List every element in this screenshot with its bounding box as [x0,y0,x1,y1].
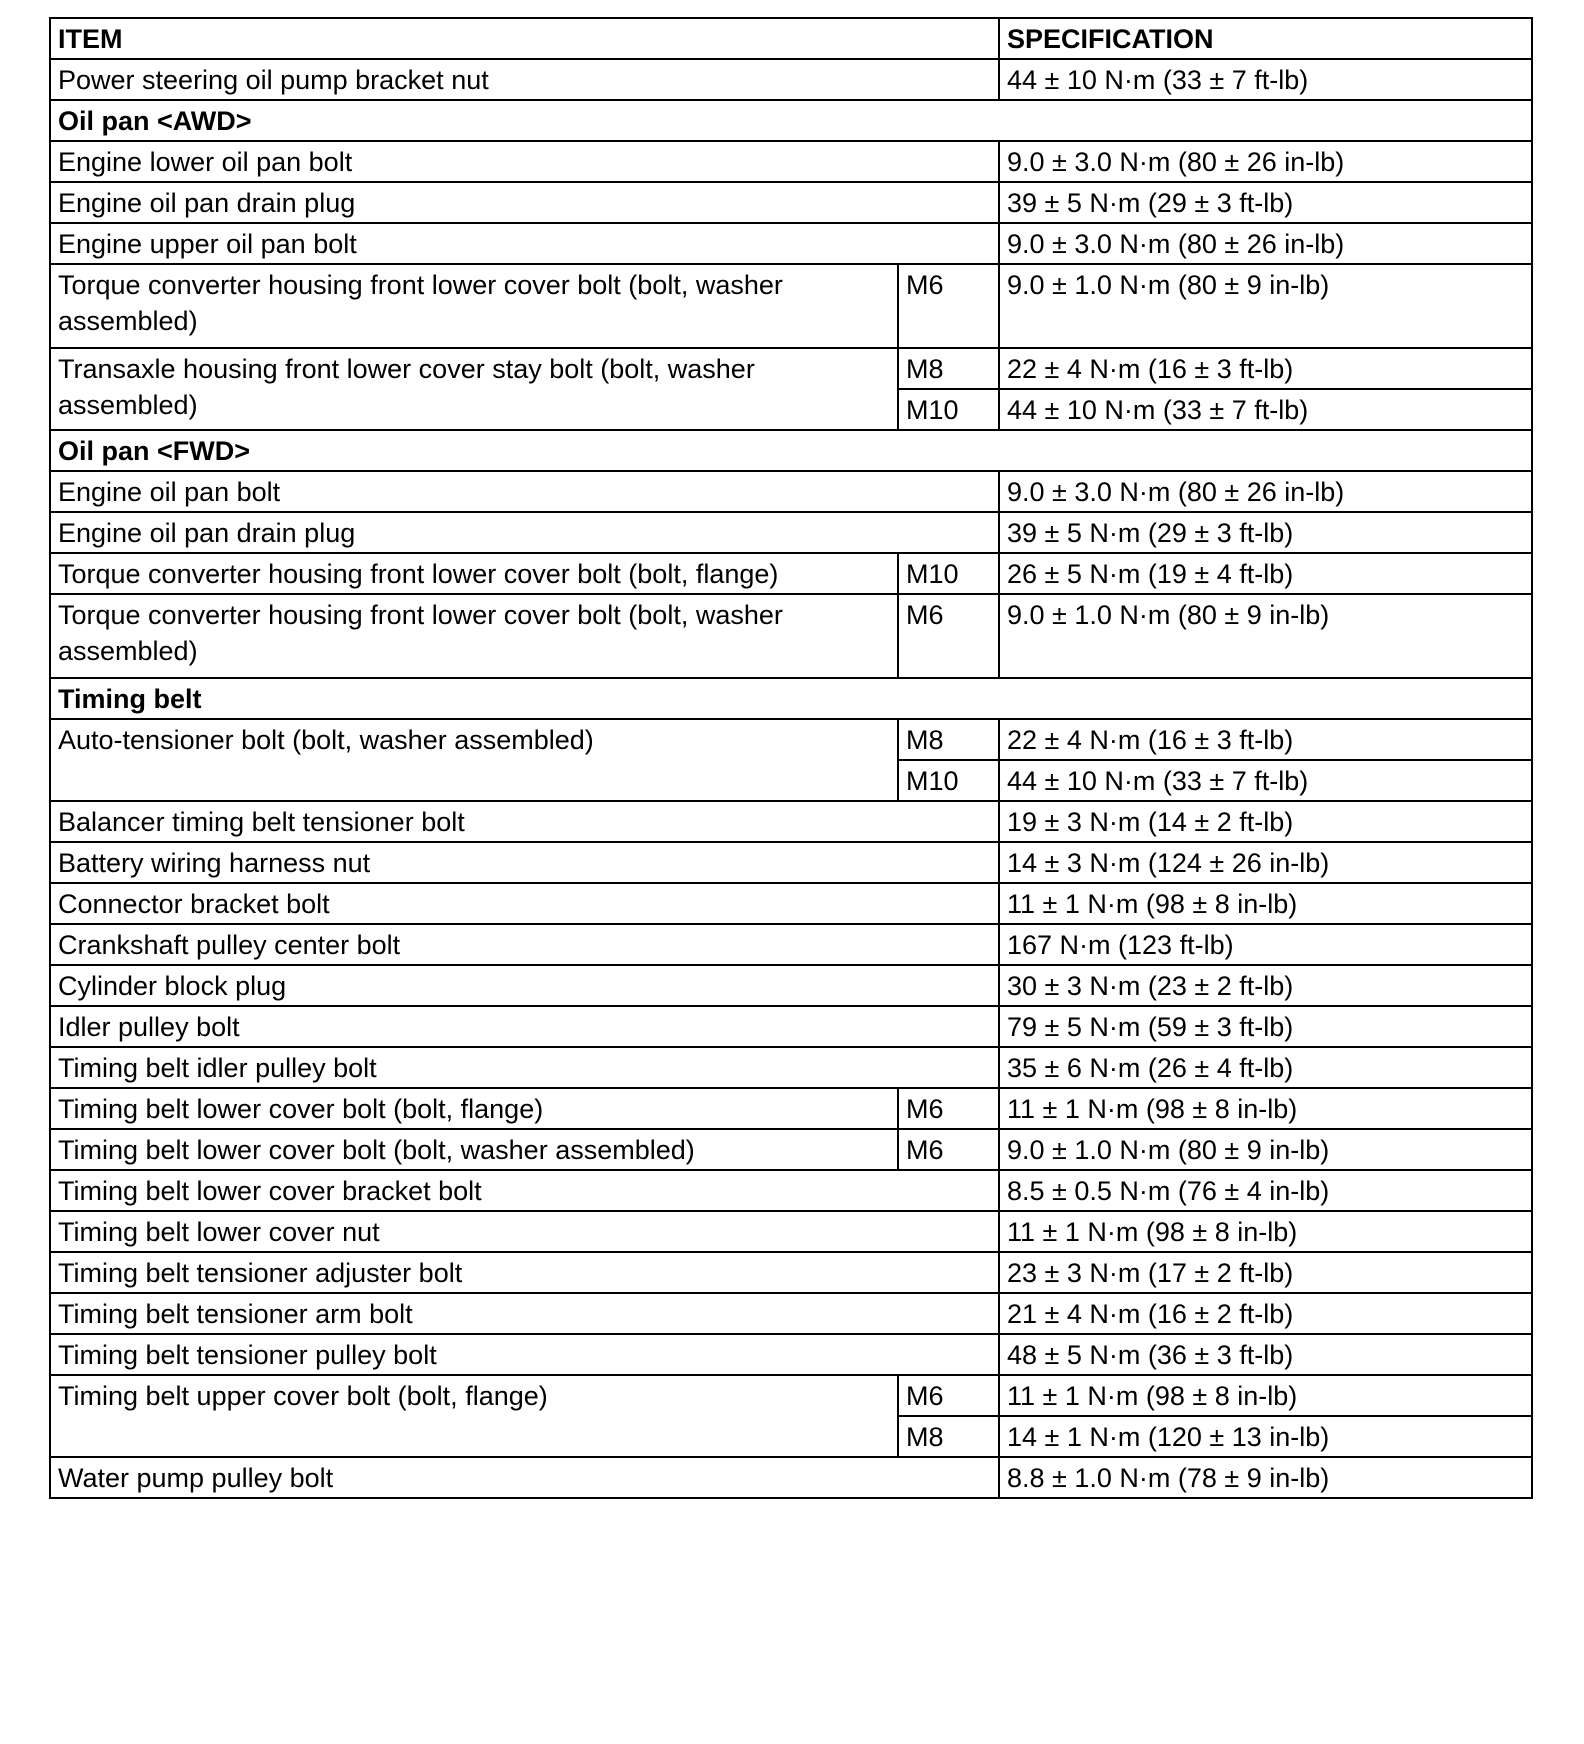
spec-cell: 26 ± 5 N·m (19 ± 4 ft-lb) [999,553,1532,594]
spec-cell: 79 ± 5 N·m (59 ± 3 ft-lb) [999,1006,1532,1047]
spec-cell: 11 ± 1 N·m (98 ± 8 in-lb) [999,1375,1532,1416]
table-row [50,801,1532,842]
table-row [50,1334,1532,1375]
spec-cell: 14 ± 1 N·m (120 ± 13 in-lb) [999,1416,1532,1457]
spec-cell: 44 ± 10 N·m (33 ± 7 ft-lb) [999,760,1532,801]
table-row [50,141,1532,182]
spec-cell: 167 N·m (123 ft-lb) [999,924,1532,965]
header-item: ITEM [50,18,999,59]
table-row [50,1293,1532,1334]
size-cell: M6 [898,1088,999,1129]
table-row [50,1170,1532,1211]
spec-cell: 30 ± 3 N·m (23 ± 2 ft-lb) [999,965,1532,1006]
section-header-oil-pan-awd [50,100,1532,141]
spec-cell: 11 ± 1 N·m (98 ± 8 in-lb) [999,883,1532,924]
section-title: Oil pan <FWD> [50,430,1532,471]
size-cell: M10 [898,553,999,594]
size-cell: M6 [898,264,999,348]
table-row [50,182,1532,223]
item-cell: Water pump pulley bolt [50,1457,999,1498]
table-row [50,1211,1532,1252]
size-cell: M10 [898,760,999,801]
torque-spec-table [49,17,1533,1499]
spec-cell: 48 ± 5 N·m (36 ± 3 ft-lb) [999,1334,1532,1375]
table-row [50,883,1532,924]
size-cell: M6 [898,1129,999,1170]
spec-cell: 9.0 ± 1.0 N·m (80 ± 9 in-lb) [999,264,1532,348]
spec-cell: 39 ± 5 N·m (29 ± 3 ft-lb) [999,182,1532,223]
spec-cell: 23 ± 3 N·m (17 ± 2 ft-lb) [999,1252,1532,1293]
table-row [50,223,1532,264]
size-cell: M8 [898,719,999,760]
table-row [50,1457,1532,1498]
spec-cell: 21 ± 4 N·m (16 ± 2 ft-lb) [999,1293,1532,1334]
item-cell: Transaxle housing front lower cover stay bolt (bolt, washer assembled) [50,348,898,430]
item-cell: Cylinder block plug [50,965,999,1006]
section-title: Timing belt [50,678,1532,719]
section-header-oil-pan-fwd [50,430,1532,471]
item-cell: Timing belt tensioner pulley bolt [50,1334,999,1375]
spec-cell: 19 ± 3 N·m (14 ± 2 ft-lb) [999,801,1532,842]
table-row [50,719,1532,760]
spec-cell: 44 ± 10 N·m (33 ± 7 ft-lb) [999,389,1532,430]
item-cell: Connector bracket bolt [50,883,999,924]
table-row [50,512,1532,553]
item-cell: Battery wiring harness nut [50,842,999,883]
table-row [50,59,1532,100]
item-cell: Timing belt lower cover bracket bolt [50,1170,999,1211]
size-cell: M6 [898,1375,999,1416]
item-cell: Engine oil pan drain plug [50,182,999,223]
item-cell: Engine oil pan bolt [50,471,999,512]
table-row [50,1129,1532,1170]
size-cell: M8 [898,348,999,389]
item-cell: Engine upper oil pan bolt [50,223,999,264]
spec-cell: 35 ± 6 N·m (26 ± 4 ft-lb) [999,1047,1532,1088]
table-row [50,348,1532,389]
table-row [50,1047,1532,1088]
size-cell: M6 [898,594,999,678]
section-header-timing-belt [50,678,1532,719]
spec-cell: 22 ± 4 N·m (16 ± 3 ft-lb) [999,719,1532,760]
spec-cell: 22 ± 4 N·m (16 ± 3 ft-lb) [999,348,1532,389]
item-cell: Timing belt tensioner arm bolt [50,1293,999,1334]
table-row [50,264,1532,348]
spec-cell: 9.0 ± 3.0 N·m (80 ± 26 in-lb) [999,223,1532,264]
table-row [50,594,1532,678]
section-title: Oil pan <AWD> [50,100,1532,141]
item-cell: Torque converter housing front lower cover bolt (bolt, flange) [50,553,898,594]
item-cell: Timing belt lower cover bolt (bolt, flange) [50,1088,898,1129]
spec-cell: 44 ± 10 N·m (33 ± 7 ft-lb) [999,59,1532,100]
table-row [50,1252,1532,1293]
item-cell: Idler pulley bolt [50,1006,999,1047]
item-cell: Auto-tensioner bolt (bolt, washer assembled) [50,719,898,801]
spec-cell: 9.0 ± 3.0 N·m (80 ± 26 in-lb) [999,471,1532,512]
header-specification: SPECIFICATION [999,18,1532,59]
table-row [50,924,1532,965]
size-cell: M8 [898,1416,999,1457]
item-cell: Timing belt idler pulley bolt [50,1047,999,1088]
size-cell: M10 [898,389,999,430]
table-row [50,1088,1532,1129]
table-row [50,842,1532,883]
item-cell: Balancer timing belt tensioner bolt [50,801,999,842]
spec-cell: 9.0 ± 3.0 N·m (80 ± 26 in-lb) [999,141,1532,182]
spec-cell: 8.8 ± 1.0 N·m (78 ± 9 in-lb) [999,1457,1532,1498]
table-row [50,1375,1532,1416]
table-row [50,471,1532,512]
item-cell: Engine lower oil pan bolt [50,141,999,182]
spec-cell: 39 ± 5 N·m (29 ± 3 ft-lb) [999,512,1532,553]
item-cell: Torque converter housing front lower cover bolt (bolt, washer assembled) [50,264,898,348]
spec-cell: 11 ± 1 N·m (98 ± 8 in-lb) [999,1211,1532,1252]
spec-cell: 9.0 ± 1.0 N·m (80 ± 9 in-lb) [999,594,1532,678]
spec-cell: 14 ± 3 N·m (124 ± 26 in-lb) [999,842,1532,883]
header-row [50,18,1532,59]
item-cell: Crankshaft pulley center bolt [50,924,999,965]
item-cell: Timing belt lower cover bolt (bolt, washer assembled) [50,1129,898,1170]
item-cell: Engine oil pan drain plug [50,512,999,553]
spec-cell: 9.0 ± 1.0 N·m (80 ± 9 in-lb) [999,1129,1532,1170]
item-cell: Torque converter housing front lower cover bolt (bolt, washer assembled) [50,594,898,678]
table-row [50,965,1532,1006]
spec-cell: 11 ± 1 N·m (98 ± 8 in-lb) [999,1088,1532,1129]
item-cell: Timing belt upper cover bolt (bolt, flange) [50,1375,898,1457]
table-row [50,1006,1532,1047]
table-row [50,553,1532,594]
item-cell: Timing belt tensioner adjuster bolt [50,1252,999,1293]
item-cell: Timing belt lower cover nut [50,1211,999,1252]
spec-cell: 8.5 ± 0.5 N·m (76 ± 4 in-lb) [999,1170,1532,1211]
item-cell: Power steering oil pump bracket nut [50,59,999,100]
